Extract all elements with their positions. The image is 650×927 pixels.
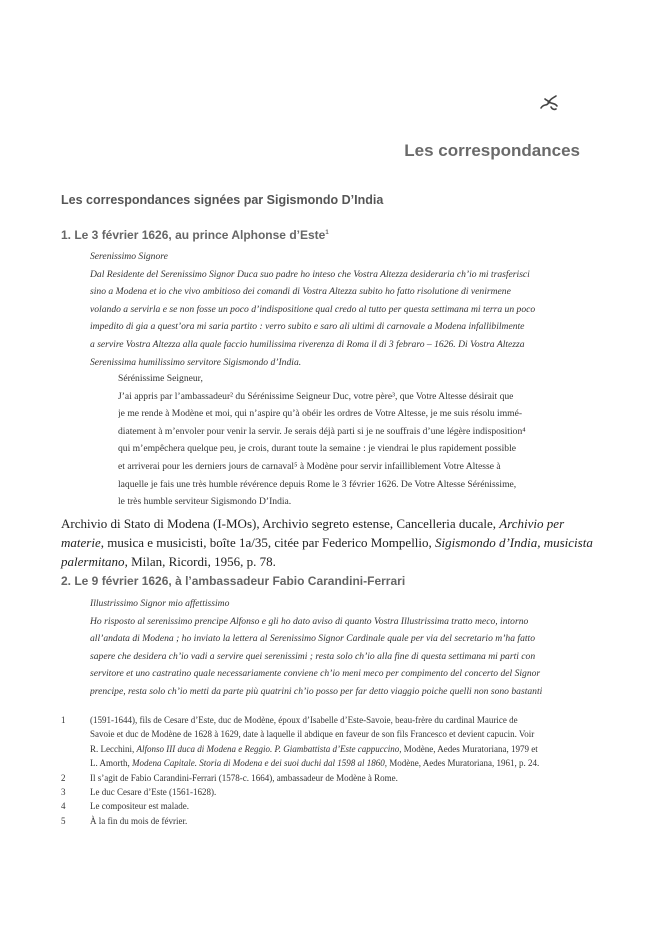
footnote-ref: 1 bbox=[325, 230, 329, 236]
text-line: J’ai appris par l’ambassadeur² du Sérénissime Seigneur Duc, votre père³, que Votre Altesse désirait que bbox=[118, 390, 514, 402]
text-line: je me rende à Modène et moi, qui n’aspire qu’à obéir les ordres de Votre Altesse, je me suis résolu immé- bbox=[118, 408, 523, 420]
text-line: impedito di gia a quest’ora mi saria partito : verro subito e saro ali ultimi di carnovale a Modena infallibilmente bbox=[90, 321, 525, 333]
text-line: et arriverai pour les derniers jours de carnaval⁵ à Modène pour servir infailliblement Votre Altesse à bbox=[118, 460, 501, 472]
text-line: le très humble serviteur Sigismondo D’India. bbox=[118, 496, 292, 508]
footnotes bbox=[61, 713, 581, 828]
fleuron-ornament-icon bbox=[539, 94, 559, 112]
footnote: 5 À la fin du mois de février. bbox=[61, 814, 581, 828]
text-line: Serenissima humilissimo servitore Sigismondo d’India. bbox=[90, 356, 302, 368]
text-line: diatement à m’envoler pour venir la servir. Je serais déjà parti si je ne souffrais d’une légère indisposition⁴ bbox=[118, 425, 526, 437]
text-line: qui m’empêchera quelque peu, je crois, durant toute la semaine : je viendrai le plus rapidement possible bbox=[118, 443, 517, 455]
section-title: Les correspondances signées par Sigismondo D’India bbox=[61, 193, 384, 207]
footnote-number: 4 bbox=[61, 801, 66, 812]
text-line: sapere che desidera ch’io vadi a servire quei serenissimi ; resta solo ch’io alla fine di questa settimana mi parti con bbox=[90, 650, 536, 662]
letter1-heading: 1. Le 3 février 1626, au prince Alphonse d’Este$^1$ bbox=[61, 228, 329, 242]
letter1-italian-text bbox=[90, 248, 560, 371]
text-line: a servire Vostra Altezza alla quale faccio humilissima riverenza di Roma il di 3 febraro – 1626. Di Vostra Altezza bbox=[90, 338, 525, 350]
text-line: all’andata di Modena ; ho inviato la lettera al Serenissimo Signor Cardinale quale per via del secretario m’ha fatto bbox=[90, 633, 535, 645]
footnote-number: 3 bbox=[61, 787, 66, 798]
text-line: Illustrissimo Signor mio affettissimo bbox=[90, 598, 230, 609]
footnote-number: 2 bbox=[61, 772, 66, 783]
text-line: Sérénissime Seigneur, bbox=[118, 373, 203, 384]
letter2-heading: 2. Le 9 février 1626, à l’ambassadeur Fabio Carandini-Ferrari bbox=[61, 574, 406, 588]
archive-citation: Archivio di Stato di Modena (I-MOs), Archivio segreto estense, Cancelleria ducale, Archivio per materie, musica e musicisti, boîte 1a/35, citée par Federico Mompellio, Sigismondo d’India, musicista palermitano, Milan, Ricordi, 1956, p. 78. bbox=[61, 516, 593, 569]
text-line: laquelle je fais une très humble révérence depuis Rome le 3 février 1626. De Votre Altesse Sérénissime, bbox=[118, 478, 517, 490]
footnote: 3 Le duc Cesare d’Este (1561-1628). bbox=[61, 785, 581, 799]
letter1-french-translation bbox=[118, 370, 560, 511]
footnote-number: 1 bbox=[61, 715, 66, 725]
footnote-number: 5 bbox=[61, 815, 66, 826]
footnote: 4 Le compositeur est malade. bbox=[61, 799, 581, 813]
text-line: Serenissimo Signore bbox=[90, 251, 168, 262]
footnote: 1 (1591-1644), fils de Cesare d’Este, duc de Modène, époux d’Isabelle d’Este-Savoie, beau-frère du cardinal Maurice de Savoie et duc de Modène de 1628 à 1629, date à laquelle il abdique en faveur de son fils Francesco et devient capucin. Voir R. Lecchini, Alfonso III duca di Modena e Reggio. P. Giambattista d’Este cappuccino, Modène, Aedes Muratoriana, 1979 et L. Amorth, Modena Capitale. Storia di Modena e dei suoi duchi dal 1598 al 1860, Modène, Aedes Muratoriana, 1961, p. 24. bbox=[61, 715, 540, 769]
letter2-italian-text bbox=[90, 595, 560, 701]
chapter-title: Les correspondances bbox=[404, 141, 580, 160]
text-line: Dal Residente del Serenissimo Signor Duca suo padre ho inteso che Vostra Altezza desideraria ch’io mi trasferisci bbox=[90, 268, 530, 280]
text-line: sino a Modena et io che vivo ambitioso dei comandi di Vostra Altezza subito ho fatto risolutione di venirmene bbox=[90, 286, 511, 298]
footnote: 2 Il s’agit de Fabio Carandini-Ferrari (1578-c. 1664), ambassadeur de Modène à Rome. bbox=[61, 771, 581, 785]
text-line: volando a servirla e se non fosse un poco d’indispositione qual credo al tutto per questa settimana mi terra un poco bbox=[90, 303, 536, 315]
text-line: prencipe, resta solo ch’io metti da parte più quatrini ch’io posso per far detto viaggio poiche quelli non sono bastanti bbox=[90, 685, 543, 697]
text-line: Ho risposto al serenissimo prencipe Alfonso e gli ho dato aviso di quanto Vostra Illustrissima tratto meco, intorno bbox=[90, 615, 529, 627]
text-line: servitore et uno castratino quale necessariamente conviene ch’io meni meco per compimento del concerto del Signor bbox=[90, 668, 541, 680]
